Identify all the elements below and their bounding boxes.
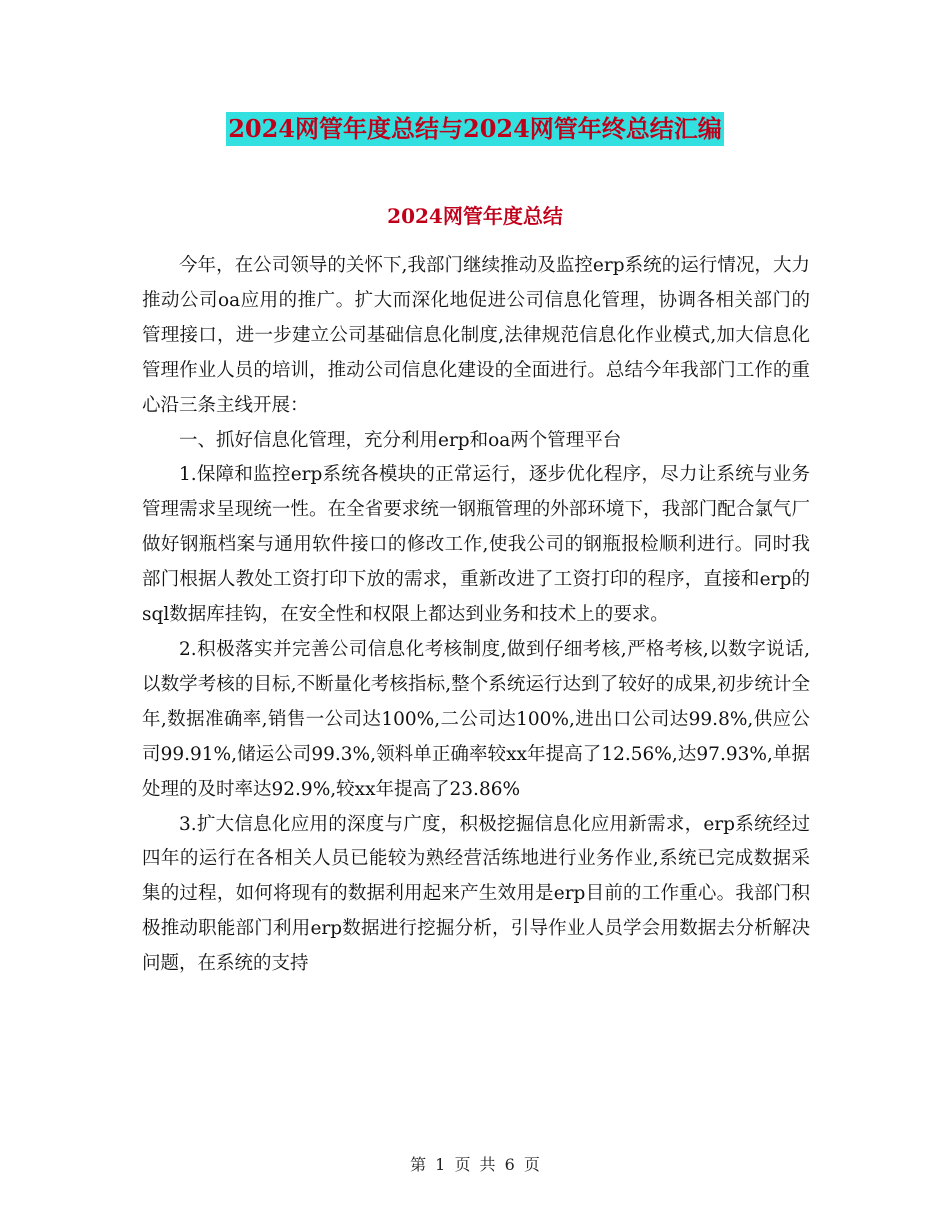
document-title-container — [0, 112, 950, 146]
page-footer: 第 1 页 共 6 页 — [410, 1155, 540, 1174]
paragraph-item-1: 1.保障和监控erp系统各模块的正常运行，逐步优化程序，尽力让系统与业务管理需求呈现统一性。在全省要求统一钢瓶管理的外部环境下，我部门配合氯气厂做好钢瓶档案与通用软件接口的修改工作,使我公司的钢瓶报检顺利进行。同时我部门根据人教处工资打印下放的需求，重新改进了工资打印的程序，直接和erp的sql数据库挂钩，在安全性和权限上都达到业务和技术上的要求。 — [142, 464, 810, 626]
section-title: 2024网管年度总结 — [387, 204, 563, 228]
document-title: 2024网管年度总结与2024网管年终总结汇编 — [226, 112, 724, 146]
paragraph-heading-one: 一、抓好信息化管理，充分利用erp和oa两个管理平台 — [179, 429, 622, 451]
paragraph-item-3: 3.扩大信息化应用的深度与广度，积极挖掘信息化应用新需求，erp系统经过四年的运行在各相关人员已能较为熟经营活练地进行业务作业,系统已完成数据采集的过程，如何将现有的数据利用起来产生效用是erp目前的工作重心。我部门积极推动职能部门利用erp数据进行挖掘分析，引导作业人员学会用数据去分析解决问题，在系统的支持 — [142, 813, 810, 975]
document-body — [142, 249, 810, 982]
paragraph-intro: 今年，在公司领导的关怀下,我部门继续推动及监控erp系统的运行情况，大力推动公司oa应用的推广。扩大而深化地促进公司信息化管理，协调各相关部门的管理接口，进一步建立公司基础信息化制度,法律规范信息化作业模式,加大信息化管理作业人员的培训，推动公司信息化建设的全面进行。总结今年我部门工作的重心沿三条主线开展： — [142, 255, 810, 416]
paragraph-item-2: 2.积极落实并完善公司信息化考核制度,做到仔细考核,严格考核,以数字说话,以数学考核的目标,不断量化考核指标,整个系统运行达到了较好的成果,初步统计全年,数据准确率,销售一公司达100%,二公司达100%,进出口公司达99.8%,供应公司99.91%,储运公司99.3%,领料单正确率较xx年提高了12.56%,达97.93%,单据处理的及时率达92.9%,较xx年提高了23.86% — [142, 638, 810, 800]
